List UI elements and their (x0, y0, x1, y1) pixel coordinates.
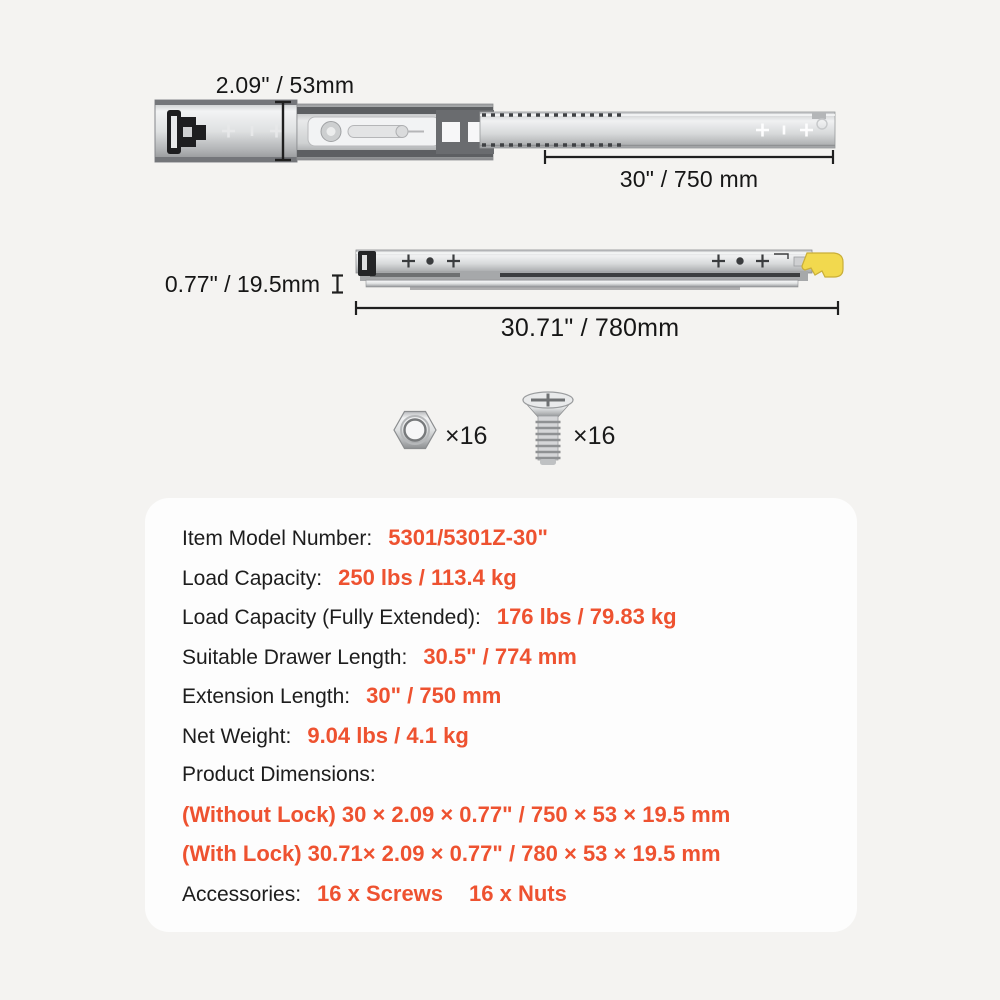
nut-count-label: ×16 (445, 422, 488, 450)
slide-height-dimension-label: 0.77" / 19.5mm (150, 271, 346, 297)
spec-value: 30.5" / 774 mm (423, 644, 577, 669)
spec-row-net-weight (182, 722, 469, 750)
spec-row-load-capacity (182, 564, 517, 592)
spec-value-screws: 16 x Screws (317, 881, 444, 906)
spec-row-dimensions-with-lock (182, 840, 721, 868)
height-dimension-icon (329, 273, 346, 295)
outer-rail (155, 100, 297, 162)
closed-slide-body (356, 250, 843, 290)
slide-width-dimension-label: 2.09" / 53mm (215, 72, 355, 98)
spec-value: 9.04 lbs / 4.1 kg (307, 723, 469, 748)
spec-row-dimensions-without-lock (182, 801, 730, 829)
spec-row-load-capacity-extended (182, 603, 677, 631)
extension-dimension-line (545, 150, 833, 164)
spec-value: (With Lock) 30.71× 2.09 × 0.77" / 780 × 53 × 19.5 mm (182, 841, 721, 866)
spec-row-extension-length (182, 682, 501, 710)
countersunk-screw-icon (521, 390, 575, 468)
spec-label: Load Capacity (Fully Extended): (182, 606, 481, 629)
spec-panel (145, 498, 857, 932)
spec-label: Extension Length: (182, 685, 351, 708)
slide-extension-dimension-label: 30" / 750 mm (619, 166, 759, 192)
spec-value: 176 lbs / 79.83 kg (496, 604, 677, 629)
end-clip (358, 251, 376, 276)
screw-count-label: ×16 (573, 422, 616, 450)
spec-value-nuts: 16 x Nuts (469, 881, 567, 906)
threads (536, 422, 561, 458)
spec-label: Net Weight: (182, 725, 292, 748)
spec-row-product-dimensions (182, 761, 376, 789)
spec-value: 250 lbs / 113.4 kg (338, 565, 517, 590)
closed-slide-illustration (350, 244, 850, 320)
spec-value: (Without Lock) 30 × 2.09 × 0.77" / 750 × 53 × 19.5 mm (182, 802, 731, 827)
spec-label: Product Dimensions: (182, 763, 376, 786)
spec-row-accessories (182, 880, 567, 908)
hex-nut-icon (391, 406, 439, 454)
spec-label: Suitable Drawer Length: (182, 646, 408, 669)
middle-rail (297, 104, 494, 160)
length-dimension-line (356, 301, 838, 315)
inner-rail (480, 112, 835, 148)
spec-row-drawer-length (182, 643, 577, 671)
spec-label: Load Capacity: (182, 567, 323, 590)
spec-label: Item Model Number: (182, 527, 373, 550)
spec-row-model (182, 524, 548, 552)
spec-value: 30" / 750 mm (366, 683, 502, 708)
closed-slide-length-dimension-label: 30.71" / 780mm (500, 314, 680, 342)
spec-label: Accessories: (182, 883, 302, 906)
spec-value: 5301/5301Z-30" (388, 525, 548, 550)
extended-slide-illustration (150, 96, 840, 170)
